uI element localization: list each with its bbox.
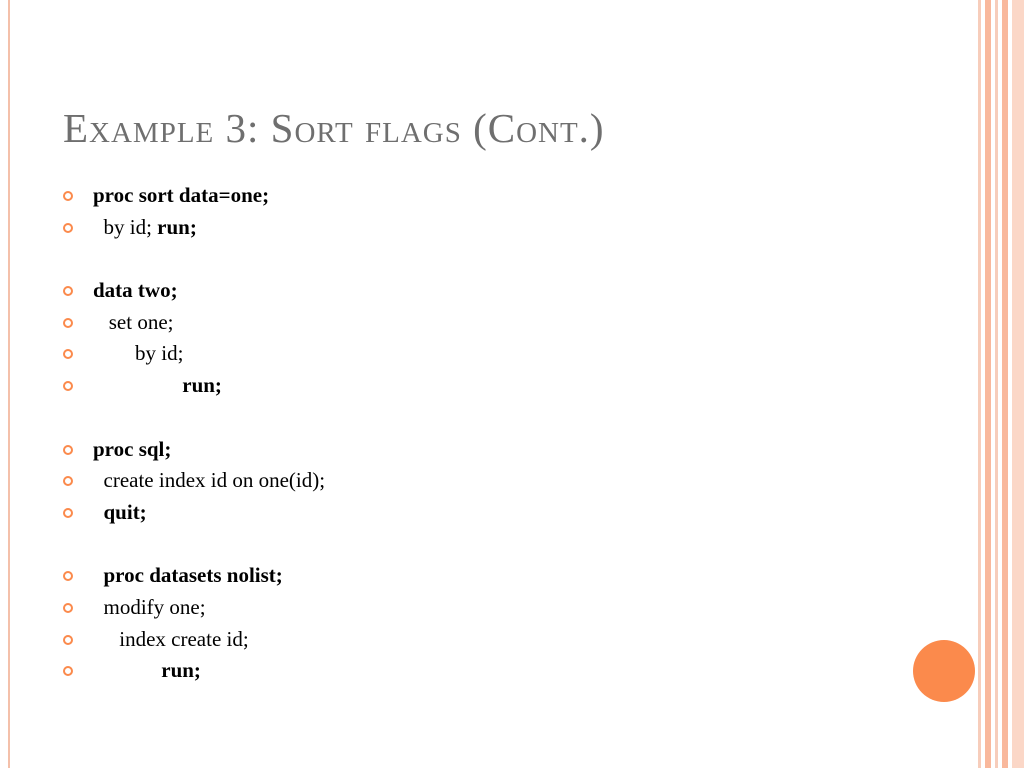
- accent-circle-decoration: [913, 640, 975, 702]
- code-keyword-text: proc sort data=one;: [93, 183, 270, 207]
- code-line-text: [93, 434, 171, 466]
- bullet-circle-icon: [63, 635, 73, 645]
- bullet-circle-icon: [63, 191, 73, 201]
- code-text: create index id on one(id);: [103, 468, 326, 493]
- code-line-text: [93, 180, 269, 212]
- code-line-text: [93, 655, 201, 687]
- code-line-text: [93, 212, 197, 244]
- right-stripe-decoration: [985, 0, 991, 768]
- code-text: modify one;: [103, 594, 206, 619]
- code-line-text: [93, 275, 178, 307]
- bullet-circle-icon: [63, 381, 73, 391]
- code-keyword-text: data two;: [93, 278, 178, 303]
- bullet-circle-icon: [63, 318, 73, 328]
- code-line-text: [93, 465, 325, 497]
- bullet-circle-icon: [63, 571, 73, 581]
- code-line-text: [93, 370, 222, 402]
- code-keyword-text: proc sql;: [93, 436, 172, 461]
- bullet-circle-icon: [63, 508, 73, 518]
- right-stripe-decoration: [1012, 0, 1024, 768]
- code-text: by id;: [103, 214, 158, 239]
- code-line-text: [93, 307, 173, 339]
- code-keyword-text: run;: [182, 373, 222, 398]
- bullet-circle-icon: [63, 286, 73, 296]
- left-border-decoration: [8, 0, 10, 768]
- code-keyword-text: run;: [157, 214, 197, 239]
- bullet-circle-icon: [63, 445, 73, 455]
- right-stripe-decoration: [995, 0, 998, 768]
- right-stripe-decoration: [1002, 0, 1008, 768]
- bullet-circle-icon: [63, 223, 73, 233]
- code-text: set one;: [108, 309, 174, 334]
- code-line-text: [93, 592, 206, 624]
- slide-title: Example 3: Sort flags (Cont.): [63, 105, 605, 151]
- right-stripe-decoration: [978, 0, 981, 768]
- code-line-text: [93, 624, 249, 656]
- bullet-circle-icon: [63, 349, 73, 359]
- code-keyword-text: run;: [161, 658, 201, 683]
- bullet-circle-icon: [63, 666, 73, 676]
- code-line-text: [93, 338, 183, 370]
- code-keyword-text: proc datasets nolist;: [103, 563, 283, 588]
- code-keyword-text: quit;: [103, 499, 147, 524]
- bullet-circle-icon: [63, 476, 73, 486]
- code-line-text: [93, 497, 147, 529]
- bullet-circle-icon: [63, 603, 73, 613]
- code-text: by id;: [135, 341, 184, 366]
- code-text: index create id;: [119, 626, 249, 651]
- code-line-text: [93, 560, 283, 592]
